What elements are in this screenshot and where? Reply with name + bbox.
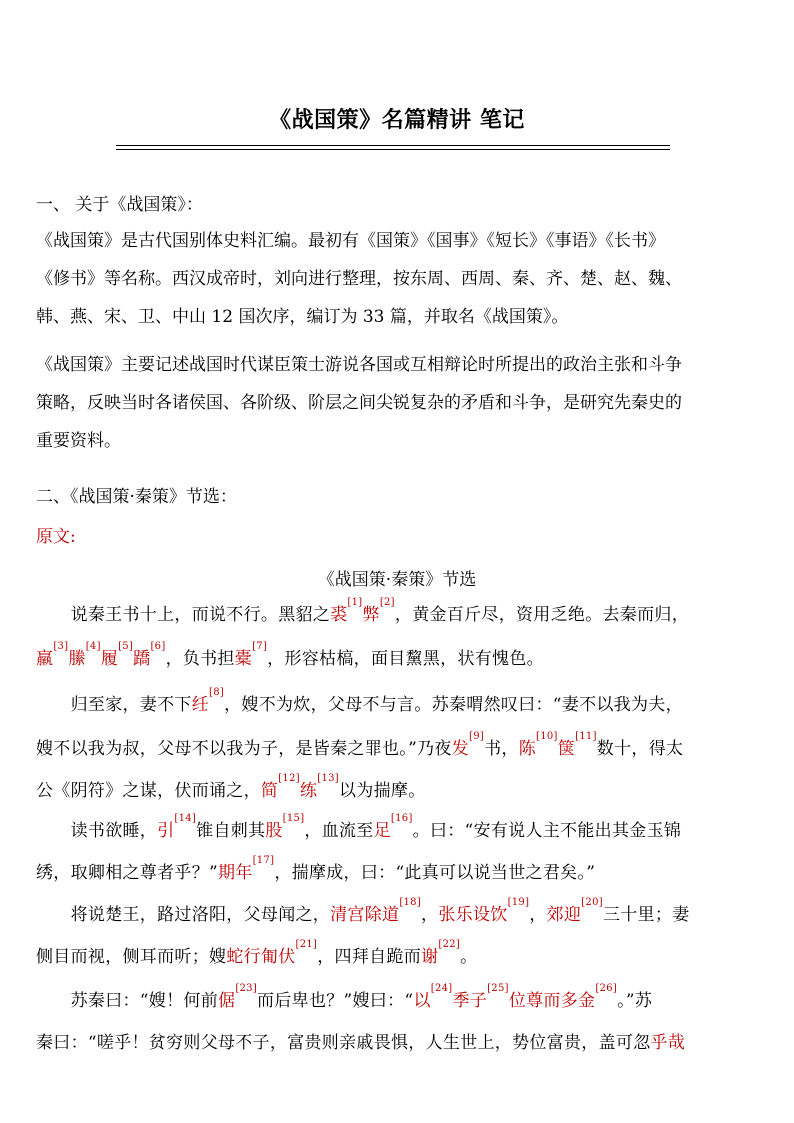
- glossed-term: 橐: [234, 649, 253, 669]
- classical-text-line: [36, 855, 596, 883]
- text-segment: ，黄金百斤尽，资用乏绝。去秦而归，: [394, 605, 689, 625]
- footnote-marker: [16]: [390, 813, 413, 824]
- glossed-term: 羸: [36, 649, 54, 669]
- footnote-marker: [8]: [209, 687, 225, 698]
- classical-text-line: [36, 773, 426, 801]
- section-1-heading: 一、 关于《战国策》：: [36, 195, 203, 215]
- footnote-marker: [4]: [85, 641, 101, 652]
- text-segment: 三十里；妻: [602, 905, 690, 925]
- classical-text-line: [36, 813, 682, 841]
- footnote-marker: [20]: [581, 897, 603, 908]
- glossed-term: 练: [299, 781, 318, 801]
- original-text-label: 原文:: [36, 527, 76, 547]
- text-segment: ，: [421, 905, 439, 925]
- title-rule-top: [116, 145, 670, 146]
- footnote-marker: [17]: [252, 855, 275, 866]
- footnote-marker: [13]: [317, 773, 339, 784]
- text-segment: 。曰：“安有说人主不能出其金玉锦: [412, 821, 682, 841]
- footnote-marker: [9]: [469, 731, 485, 742]
- glossed-term: 箧: [557, 739, 576, 759]
- footnote-marker: [2]: [379, 597, 395, 608]
- text-segment: 嫂不以我为叔，父母不以我为子，是皆秦之罪也。”乃夜: [36, 739, 452, 759]
- text-segment: 归至家，妻不下: [36, 695, 192, 715]
- text-segment: 将说楚王，路过洛阳，父母闻之，: [36, 905, 331, 925]
- footnote-marker: [19]: [507, 897, 530, 908]
- title-rule-bottom: [116, 149, 670, 150]
- text-segment: ，嫂不为炊，父母不与言。苏秦喟然叹曰：“妻不以我为夫，: [224, 695, 683, 715]
- paragraph-line: 《修书》等名称。西汉成帝时，刘向进行整理，按东周、西周、秦、齐、楚、赵、魏、: [36, 269, 682, 289]
- classical-text-line: [36, 641, 544, 669]
- footnote-marker: [23]: [235, 983, 258, 994]
- paragraph-line: 韩、燕、宋、卫、中山 12 国次序，编订为 33 篇，并取名《战国策》。: [36, 307, 569, 327]
- section-2-heading: 二、《战国策·秦策》节选：: [36, 487, 237, 507]
- text-segment: 公《阴符》之谋，伏而诵之，: [36, 781, 261, 801]
- text-segment: 绣，取卿相之尊者乎？”: [36, 863, 218, 883]
- glossed-term: 谢: [421, 947, 439, 967]
- text-segment: 锥自刺其: [196, 821, 266, 841]
- glossed-term: 陈: [518, 739, 537, 759]
- text-segment: ，四拜自跪而: [317, 947, 422, 967]
- glossed-term: 郊迎: [546, 905, 582, 925]
- glossed-term: 乎哉: [650, 1033, 686, 1053]
- glossed-term: 季子: [452, 991, 488, 1011]
- footnote-marker: [26]: [595, 983, 618, 994]
- paragraph-line: 《战国策》主要记述战国时代谋臣策士游说各国或互相辩论时所提出的政治主张和斗争: [36, 355, 682, 375]
- text-segment: 侧目而视，侧耳而听；嫂: [36, 947, 227, 967]
- footnote-marker: [21]: [295, 939, 318, 950]
- glossed-term: 縢: [68, 649, 86, 669]
- footnote-marker: [12]: [278, 773, 300, 784]
- text-segment: ，形容枯槁，面目黧黑，状有愧色。: [267, 649, 544, 669]
- footnote-marker: [3]: [53, 641, 69, 652]
- classical-text-line: [36, 897, 690, 925]
- glossed-term: 裘: [330, 605, 348, 625]
- glossed-term: 弊: [362, 605, 380, 625]
- glossed-term: 履: [100, 649, 119, 669]
- text-segment: 而后卑也？”嫂曰：“: [257, 991, 414, 1011]
- text-segment: ，揣摩成，曰：“此真可以说当世之君矣。”: [274, 863, 596, 883]
- page-title: 《战国策》名篇精讲 笔记: [269, 107, 525, 133]
- paragraph-line: 策略，反映当时各诸侯国、各阶级、阶层之间尖锐复杂的矛盾和斗争，是研究先秦史的: [36, 393, 682, 413]
- footnote-marker: [7]: [252, 641, 268, 652]
- classical-text-line: [36, 939, 478, 967]
- text-segment: ，: [529, 905, 547, 925]
- classical-text-line: [36, 983, 653, 1011]
- text-segment: 。”苏: [617, 991, 653, 1011]
- classical-text-line: [36, 731, 684, 759]
- glossed-term: 期年: [218, 863, 253, 883]
- glossed-term: 足: [373, 821, 391, 841]
- text-segment: 以为揣摩。: [339, 781, 426, 801]
- text-segment: 说秦王书十上，而说不行。黑貂之: [36, 605, 331, 625]
- footnote-marker: [5]: [118, 641, 134, 652]
- glossed-term: 张乐设饮: [438, 905, 508, 925]
- glossed-term: 位尊而多金: [508, 991, 596, 1011]
- classical-text-line: [36, 687, 683, 715]
- classical-text-line: [36, 1028, 685, 1053]
- glossed-term: 纴: [191, 695, 210, 715]
- footnote-marker: [22]: [438, 939, 461, 950]
- text-segment: 。: [460, 947, 478, 967]
- footnote-marker: [6]: [150, 641, 166, 652]
- glossed-term: 蛇行匍伏: [226, 947, 296, 967]
- glossed-term: 引: [157, 821, 175, 841]
- section-1-paragraph-2: [36, 346, 756, 460]
- footnote-marker: [10]: [536, 731, 558, 742]
- text-segment: ，负书担: [165, 649, 235, 669]
- glossed-term: 清宫除道: [330, 905, 400, 925]
- paragraph-line: 《战国策》是古代国别体史料汇编。最初有《国策》《国事》《短长》《事语》《长书》: [36, 231, 665, 251]
- text-segment: 秦曰：“嗟乎！贫穷则父母不子，富贵则亲戚畏惧，人生世上，势位富贵，盖可忽: [36, 1033, 651, 1053]
- paragraph-line: 重要资料。: [36, 431, 121, 451]
- text-segment: 苏秦曰：“嫂！何前: [36, 991, 218, 1011]
- footnote-marker: [24]: [430, 983, 453, 994]
- classical-text-line: [36, 597, 689, 625]
- text-segment: 读书欲睡，: [36, 821, 158, 841]
- glossed-term: 蹻: [133, 649, 151, 669]
- glossed-term: 股: [265, 821, 283, 841]
- footnote-marker: [11]: [575, 731, 597, 742]
- excerpt-title: 《战国策·秦策》节选: [317, 570, 477, 590]
- text-segment: ，血流至: [304, 821, 374, 841]
- footnote-marker: [15]: [282, 813, 305, 824]
- text-segment: 书，: [484, 739, 519, 759]
- section-1-paragraph-1: [36, 222, 756, 336]
- footnote-marker: [14]: [174, 813, 197, 824]
- glossed-term: 简: [260, 781, 279, 801]
- glossed-term: 以: [413, 991, 431, 1011]
- footnote-marker: [18]: [399, 897, 422, 908]
- footnote-marker: [25]: [487, 983, 509, 994]
- footnote-marker: [1]: [347, 597, 363, 608]
- text-segment: 数十，得太: [596, 739, 684, 759]
- glossed-term: 发: [451, 739, 470, 759]
- glossed-term: 倨: [218, 991, 236, 1011]
